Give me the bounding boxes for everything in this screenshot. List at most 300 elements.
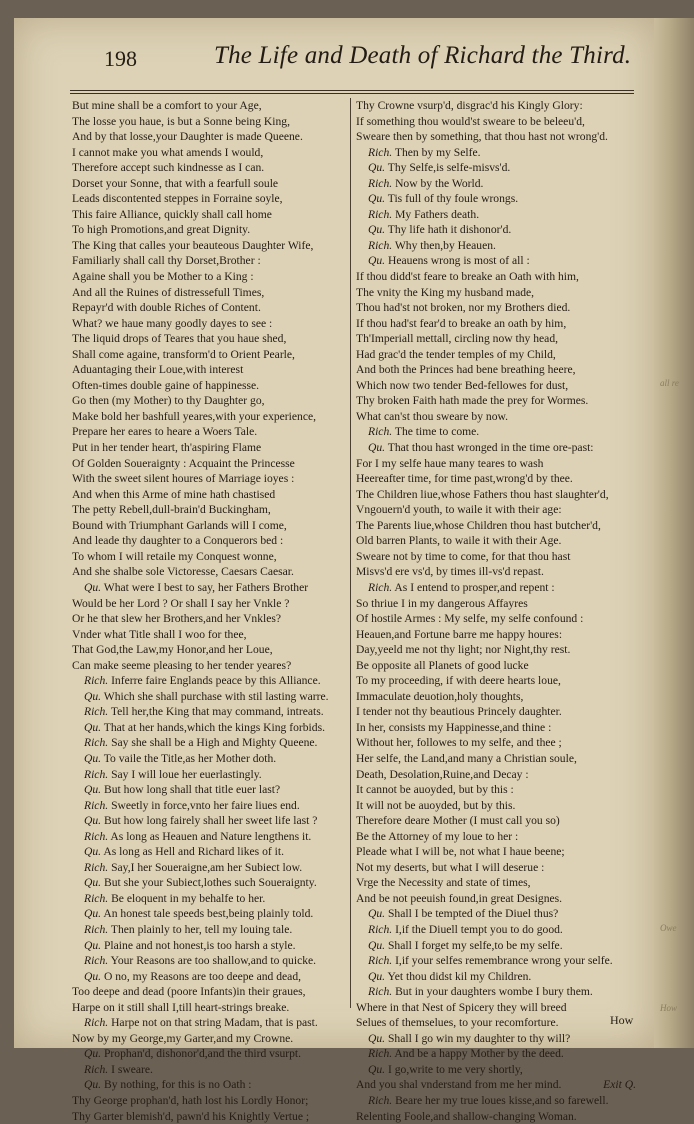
speaker-prefix: Rich. <box>84 1016 109 1030</box>
text-line <box>72 751 348 767</box>
verse-text: Can make seeme pleasing to her tender yeares? <box>72 658 292 672</box>
verse-text: Now by the World. <box>395 176 484 190</box>
verse-text: For I my selfe haue many teares to wash <box>356 456 544 470</box>
verse-text: Go then (my Mother) to thy Daughter go, <box>72 394 265 408</box>
verse-text: Or he that slew her Brothers,and her Vnkles? <box>72 612 282 626</box>
verse-text: Then plainly to her, tell my louing tale. <box>110 922 293 936</box>
verse-text: And by that losse,your Daughter is made Queene. <box>72 130 303 144</box>
text-line <box>356 798 640 814</box>
page-number: 198 <box>104 46 137 71</box>
text-line <box>356 378 640 394</box>
verse-text: Day,yeeld me not thy light; nor Night,thy rest. <box>356 643 571 657</box>
text-line <box>72 735 348 751</box>
verse-text: Tis full of thy foule wrongs. <box>387 192 519 206</box>
text-line <box>356 658 640 674</box>
text-line <box>356 580 640 596</box>
text-line <box>72 1093 348 1109</box>
text-line <box>72 1109 348 1124</box>
verse-text: As I entend to prosper,and repent : <box>394 580 555 594</box>
verse-text: Thou had'st not broken, nor my Brothers died. <box>356 301 571 315</box>
verse-text: The Children liue,whose Fathers thou hast slaughter'd, <box>356 487 609 501</box>
verse-text: I tender not thy beautious Princely daughter. <box>356 705 562 719</box>
verse-text: This faire Alliance, quickly shall call home <box>72 207 272 221</box>
verse-text: Selues of themselues, to your recomforture. <box>356 1016 559 1030</box>
verse-text: Which she shall purchase with stil lasting warre. <box>103 689 329 703</box>
text-line <box>72 922 348 938</box>
verse-text: And she shalbe sole Victoresse, Caesars Caesar. <box>72 565 294 579</box>
speaker-prefix: Rich. <box>84 736 109 750</box>
verse-text: I go,write to me very shortly, <box>387 1062 523 1076</box>
verse-text: I cannot make you what amends I would, <box>72 145 264 159</box>
speaker-prefix: Rich. <box>84 767 109 781</box>
speaker-prefix: Qu. <box>84 907 102 921</box>
verse-text: Vnder what Title shall I woo for thee, <box>72 627 247 641</box>
verse-text: Which now two tender Bed-fellowes for dust, <box>356 378 569 392</box>
speaker-prefix: Qu. <box>368 938 386 952</box>
text-line <box>72 627 348 643</box>
speaker-prefix: Rich. <box>368 1047 393 1061</box>
text-line <box>72 409 348 425</box>
verse-text: That at her hands,which the kings King forbids. <box>103 720 325 734</box>
text-line <box>356 906 640 922</box>
right-column <box>356 98 640 1124</box>
speaker-prefix: Qu. <box>84 876 102 890</box>
speaker-prefix: Qu. <box>368 969 386 983</box>
text-line <box>356 844 640 860</box>
verse-text: By nothing, for this is no Oath : <box>103 1078 252 1092</box>
verse-text: Pleade what I will be, not what I haue beene; <box>356 845 565 859</box>
column-divider <box>350 98 351 1008</box>
verse-text: But in your daughters wombe I bury them. <box>395 985 593 999</box>
text-line <box>72 285 348 301</box>
text-line <box>356 969 640 985</box>
verse-text: And be a happy Mother by the deed. <box>394 1047 564 1061</box>
text-line <box>356 891 640 907</box>
speaker-prefix: Qu. <box>84 938 102 952</box>
verse-text: As long as Hell and Richard likes of it. <box>103 845 284 859</box>
text-line <box>72 829 348 845</box>
verse-text: To whom I will retaile my Conquest wonne, <box>72 549 277 563</box>
verse-text: Immaculate deuotion,holy thoughts, <box>356 689 524 703</box>
verse-text: If thou had'st fear'd to breake an oath by him, <box>356 316 567 330</box>
speaker-prefix: Qu. <box>84 580 102 594</box>
verse-text: And leade thy daughter to a Conquerors bed : <box>72 534 284 548</box>
verse-text: And all the Ruines of distressefull Times, <box>72 285 265 299</box>
verse-text: And when this Arme of mine hath chastised <box>72 487 276 501</box>
text-line <box>356 502 640 518</box>
verse-text: If thou didd'st feare to breake an Oath with him, <box>356 270 579 284</box>
verse-text: My Fathers death. <box>395 207 480 221</box>
verse-text: I,if your selfes remembrance wrong your selfe. <box>395 954 613 968</box>
text-line <box>72 720 348 736</box>
speaker-prefix: Qu. <box>368 1031 386 1045</box>
verse-text: In her, consists my Happinesse,and thine : <box>356 720 552 734</box>
verse-text: Your Reasons are too shallow,and to quicke. <box>110 954 317 968</box>
text-line <box>72 596 348 612</box>
verse-text: Thy broken Faith hath made the prey for Wormes. <box>356 394 589 408</box>
text-line <box>356 1093 640 1109</box>
text-line <box>72 207 348 223</box>
verse-text: Be eloquent in my behalfe to her. <box>111 891 266 905</box>
speaker-prefix: Rich. <box>368 1094 393 1107</box>
text-line <box>356 953 640 969</box>
text-line <box>72 114 348 130</box>
verse-text: Often-times double gaine of happinesse. <box>72 378 260 392</box>
verse-text: The Parents liue,whose Children thou hast butcher'd, <box>356 518 601 532</box>
verse-text: To my proceeding, if with deere hearts loue, <box>356 674 561 688</box>
text-line <box>356 984 640 1000</box>
verse-text: Misvs'd ere vs'd, by times ill-vs'd repast. <box>356 565 544 579</box>
speaker-prefix: Qu. <box>368 161 386 175</box>
verse-text: What? we haue many goodly dayes to see : <box>72 316 273 330</box>
verse-text: If something thou would'st sweare to be beleeu'd, <box>356 114 585 128</box>
verse-text: Leads discontented steppes in Forraine soyle, <box>72 192 283 206</box>
verse-text: And both the Princes had bene breathing heere, <box>356 363 576 377</box>
text-line <box>72 1015 348 1031</box>
verse-text: Shall I go win my daughter to thy will? <box>387 1031 571 1045</box>
text-line <box>356 129 640 145</box>
verse-text: An honest tale speeds best,being plainly told. <box>103 907 314 921</box>
folio-page <box>14 18 654 1123</box>
verse-text: That thou hast wronged in the time ore-past: <box>387 441 594 455</box>
text-line <box>72 191 348 207</box>
text-line <box>72 533 348 549</box>
verse-text: Familiarly shall call thy Dorset,Brother : <box>72 254 261 268</box>
verse-text: Too deepe and dead (poore Infants)in their graues, <box>72 985 306 999</box>
text-line <box>72 487 348 503</box>
running-head: The Life and Death of Richard the Third. <box>214 42 632 69</box>
text-line <box>72 518 348 534</box>
text-line <box>72 860 348 876</box>
text-line <box>72 1000 348 1016</box>
verse-text: O no, my Reasons are too deepe and dead, <box>103 969 302 983</box>
text-line <box>72 424 348 440</box>
text-line <box>356 611 640 627</box>
text-line <box>356 1062 640 1078</box>
text-line <box>356 409 640 425</box>
text-line <box>72 875 348 891</box>
text-line <box>356 362 640 378</box>
text-line <box>356 627 640 643</box>
verse-text: I sweare. <box>111 1062 153 1076</box>
verse-text: But how long fairely shall her sweet life last ? <box>103 814 318 828</box>
catchword: How <box>610 1013 634 1027</box>
verse-text: The petty Rebell,dull-brain'd Buckingham, <box>72 503 271 517</box>
text-line <box>356 114 640 130</box>
text-line <box>72 549 348 565</box>
text-line <box>356 191 640 207</box>
text-line <box>356 487 640 503</box>
speaker-prefix: Rich. <box>368 238 393 252</box>
verse-text: Heauens wrong is most of all : <box>387 254 530 268</box>
text-line <box>356 689 640 705</box>
verse-text: To vaile the Title,as her Mother doth. <box>103 751 277 765</box>
verse-text: Repayr'd with double Riches of Content. <box>72 301 261 315</box>
facing-page-edge <box>654 18 694 1048</box>
verse-text: Plaine and not honest,is too harsh a style. <box>103 938 296 952</box>
text-line <box>72 316 348 332</box>
text-line <box>72 98 348 114</box>
verse-text: Had grac'd the tender temples of my Child, <box>356 347 556 361</box>
text-line <box>72 145 348 161</box>
text-line <box>356 642 640 658</box>
text-line <box>72 362 348 378</box>
text-line <box>356 238 640 254</box>
text-line <box>356 782 640 798</box>
text-line <box>356 1046 640 1062</box>
verse-text: Th'Imperiall mettall, circling now thy head, <box>356 332 559 346</box>
speaker-prefix: Rich. <box>368 922 393 936</box>
text-line <box>356 1000 640 1016</box>
verse-text: Shall I forget my selfe,to be my selfe. <box>387 938 563 952</box>
verse-text: Put in her tender heart, th'aspiring Flame <box>72 441 262 455</box>
text-line <box>72 580 348 596</box>
speaker-prefix: Rich. <box>84 954 109 968</box>
text-line <box>72 129 348 145</box>
speaker-prefix: Rich. <box>84 705 109 719</box>
text-line <box>72 658 348 674</box>
text-line <box>356 285 640 301</box>
speaker-prefix: Rich. <box>84 1062 109 1076</box>
left-column <box>72 98 348 1124</box>
verse-text: Thy Crowne vsurp'd, disgrac'd his Kingly Glory: <box>356 99 583 112</box>
verse-text: What were I best to say, her Fathers Brother <box>103 580 309 594</box>
verse-text: Againe shall you be Mother to a King : <box>72 270 254 284</box>
verse-text: Prophan'd, dishonor'd,and the third vsurpt. <box>103 1047 302 1061</box>
speaker-prefix: Qu. <box>84 720 102 734</box>
text-line <box>356 1077 640 1093</box>
verse-text: But mine shall be a comfort to your Age, <box>72 99 262 112</box>
text-line <box>72 689 348 705</box>
speaker-prefix: Qu. <box>368 441 386 455</box>
verse-text: With the sweet silent houres of Marriage ioyes : <box>72 472 295 486</box>
verse-text: Sweare not by time to come, for that thou hast <box>356 549 571 563</box>
page-header <box>14 40 654 84</box>
text-line <box>72 253 348 269</box>
verse-text: Harpe not on that string Madam, that is past. <box>111 1016 318 1030</box>
speaker-prefix: Qu. <box>368 223 386 237</box>
speaker-prefix: Rich. <box>368 985 393 999</box>
text-line <box>356 813 640 829</box>
verse-text: Without her, followes to my selfe, and thee ; <box>356 736 562 750</box>
text-line <box>72 813 348 829</box>
edge-fragment: all re <box>660 378 679 388</box>
verse-text: Yet thou didst kil my Children. <box>387 969 532 983</box>
verse-text: Heauen,and Fortune barre me happy houres: <box>356 627 563 641</box>
text-line <box>356 145 640 161</box>
text-line <box>72 642 348 658</box>
text-line <box>72 844 348 860</box>
speaker-prefix: Rich. <box>84 798 109 812</box>
verse-text: To high Promotions,and great Dignity. <box>72 223 251 237</box>
verse-text: What can'st thou sweare by now. <box>356 409 509 423</box>
text-line <box>72 222 348 238</box>
text-line <box>356 222 640 238</box>
text-line <box>356 720 640 736</box>
text-line <box>72 471 348 487</box>
text-line <box>356 922 640 938</box>
stage-direction-exit: Exit Q. <box>603 1078 636 1092</box>
text-line <box>356 938 640 954</box>
speaker-prefix: Qu. <box>84 845 102 859</box>
text-line <box>72 378 348 394</box>
text-line <box>72 798 348 814</box>
text-line <box>356 673 640 689</box>
speaker-prefix: Rich. <box>368 425 393 439</box>
verse-text: Why then,by Heauen. <box>394 238 496 252</box>
verse-text: Of Golden Soueraignty : Acquaint the Princesse <box>72 456 295 470</box>
verse-text: So thriue I in my dangerous Affayres <box>356 596 528 610</box>
text-line <box>356 471 640 487</box>
text-line <box>356 424 640 440</box>
speaker-prefix: Rich. <box>84 829 109 843</box>
speaker-prefix: Rich. <box>84 922 109 936</box>
verse-text: Aduantaging their Loue,with interest <box>72 363 244 377</box>
verse-text: That God,the Law,my Honor,and her Loue, <box>72 643 273 657</box>
text-line <box>72 331 348 347</box>
verse-text: Sweetly in force,vnto her faire liues end. <box>111 798 300 812</box>
verse-text: Thy life hath it dishonor'd. <box>387 223 512 237</box>
text-line <box>72 767 348 783</box>
text-line <box>72 953 348 969</box>
text-line <box>356 735 640 751</box>
verse-text: Not my deserts, but what I will deserue : <box>356 860 545 874</box>
verse-text: But she your Subiect,lothes such Soueraignty. <box>103 876 317 890</box>
verse-text: The losse you haue, is but a Sonne being King, <box>72 114 290 128</box>
verse-text: Death, Desolation,Ruine,and Decay : <box>356 767 529 781</box>
verse-text: Harpe on it still shall I,till heart-strings breake. <box>72 1000 290 1014</box>
text-line <box>356 875 640 891</box>
verse-text: Say,I her Soueraigne,am her Subiect low. <box>111 860 303 874</box>
speaker-prefix: Qu. <box>368 254 386 268</box>
text-line <box>356 456 640 472</box>
verse-text: Now by my George,my Garter,and my Crowne. <box>72 1031 294 1045</box>
verse-text: Tell her,the King that may command, intreats. <box>110 705 324 719</box>
text-line <box>72 1077 348 1093</box>
speaker-prefix: Qu. <box>368 1062 386 1076</box>
verse-text: Prepare her eares to heare a Woers Tale. <box>72 425 258 439</box>
text-line <box>72 673 348 689</box>
verse-text: Say she shall be a High and Mighty Queene. <box>111 736 318 750</box>
speaker-prefix: Rich. <box>84 860 109 874</box>
speaker-prefix: Rich. <box>368 580 393 594</box>
speaker-prefix: Qu. <box>84 783 102 797</box>
verse-text: Shall I be tempted of the Diuel thus? <box>387 907 559 921</box>
text-line <box>72 1031 348 1047</box>
verse-text: As long as Heauen and Nature lengthens it. <box>110 829 312 843</box>
text-line <box>72 891 348 907</box>
text-line <box>72 1062 348 1078</box>
speaker-prefix: Rich. <box>84 891 109 905</box>
verse-text: The vnity the King my husband made, <box>356 285 535 299</box>
text-line <box>72 440 348 456</box>
text-line <box>356 269 640 285</box>
text-line <box>356 829 640 845</box>
text-line <box>356 1015 640 1031</box>
verse-text: Be opposite all Planets of good lucke <box>356 658 529 672</box>
verse-text: Beare her my true loues kisse,and so farewell. <box>395 1094 609 1107</box>
verse-text: Old barren Plants, to waile it with their Age. <box>356 534 562 548</box>
edge-fragment: Owe <box>660 923 677 933</box>
speaker-prefix: Qu. <box>368 192 386 206</box>
verse-text: Thy Selfe,is selfe-misvs'd. <box>387 161 511 175</box>
verse-text: Be the Attorney of my loue to her : <box>356 829 519 843</box>
text-line <box>356 704 640 720</box>
speaker-prefix: Qu. <box>84 1078 102 1092</box>
text-line <box>356 160 640 176</box>
text-line <box>356 176 640 192</box>
text-line <box>356 98 640 114</box>
text-line <box>72 502 348 518</box>
verse-text: Thy Garter blemish'd, pawn'd his Knightly Vertue ; <box>72 1109 310 1123</box>
text-line <box>356 533 640 549</box>
verse-text: Inferre faire Englands peace by this Alliance. <box>111 674 321 688</box>
verse-text: The time to come. <box>394 425 480 439</box>
verse-text: Then by my Selfe. <box>394 145 481 159</box>
text-line <box>356 253 640 269</box>
speaker-prefix: Qu. <box>84 751 102 765</box>
header-rule-secondary <box>70 93 634 94</box>
speaker-prefix: Rich. <box>368 207 393 221</box>
verse-text: Vngouern'd youth, to waile it with their age: <box>356 503 562 517</box>
edge-fragment: How <box>660 1003 678 1013</box>
speaker-prefix: Rich. <box>368 145 393 159</box>
text-line <box>72 347 348 363</box>
verse-text: Therefore accept such kindnesse as I can. <box>72 161 265 175</box>
verse-text: Thy George prophan'd, hath lost his Lordly Honor; <box>72 1094 309 1107</box>
text-line <box>72 611 348 627</box>
header-rule <box>70 90 634 91</box>
text-line <box>72 969 348 985</box>
verse-text: And be not peeuish found,in great Designes. <box>356 891 563 905</box>
text-line <box>72 393 348 409</box>
text-line <box>356 1031 640 1047</box>
verse-text: Shall come againe, transform'd to Orient Pearle, <box>72 347 295 361</box>
verse-text: Make bold her bashfull yeares,with your experience, <box>72 409 317 423</box>
text-line <box>72 300 348 316</box>
speaker-prefix: Qu. <box>84 814 102 828</box>
verse-text: Would be her Lord ? Or shall I say her Vnkle ? <box>72 596 290 610</box>
text-line <box>356 316 640 332</box>
speaker-prefix: Rich. <box>368 954 393 968</box>
speaker-prefix: Qu. <box>84 969 102 983</box>
text-line <box>72 938 348 954</box>
text-line <box>356 596 640 612</box>
text-line <box>356 564 640 580</box>
text-line <box>356 518 640 534</box>
text-line <box>72 984 348 1000</box>
speaker-prefix: Qu. <box>368 907 386 921</box>
text-line <box>356 347 640 363</box>
verse-text: Therefore deare Mother (I must call you so) <box>356 814 560 828</box>
text-line <box>356 440 640 456</box>
text-line <box>356 300 640 316</box>
verse-text: Bound with Triumphant Garlands will I come, <box>72 518 287 532</box>
text-line <box>72 238 348 254</box>
text-line <box>356 549 640 565</box>
verse-text: Relenting Foole,and shallow-changing Woman. <box>356 1109 577 1123</box>
verse-text: Sweare then by something, that thou hast not wrong'd. <box>356 130 608 144</box>
text-line <box>356 1109 640 1124</box>
verse-text: Heereafter time, for time past,wrong'd by thee. <box>356 472 573 486</box>
verse-text: Vrge the Necessity and state of times, <box>356 876 531 890</box>
verse-text: Say I will loue her euerlastingly. <box>111 767 262 781</box>
verse-text: But how long shall that title euer last? <box>103 783 281 797</box>
speaker-prefix: Qu. <box>84 689 102 703</box>
speaker-prefix: Rich. <box>368 176 393 190</box>
text-line <box>72 160 348 176</box>
verse-text: It will not be auoyded, but by this. <box>356 798 516 812</box>
